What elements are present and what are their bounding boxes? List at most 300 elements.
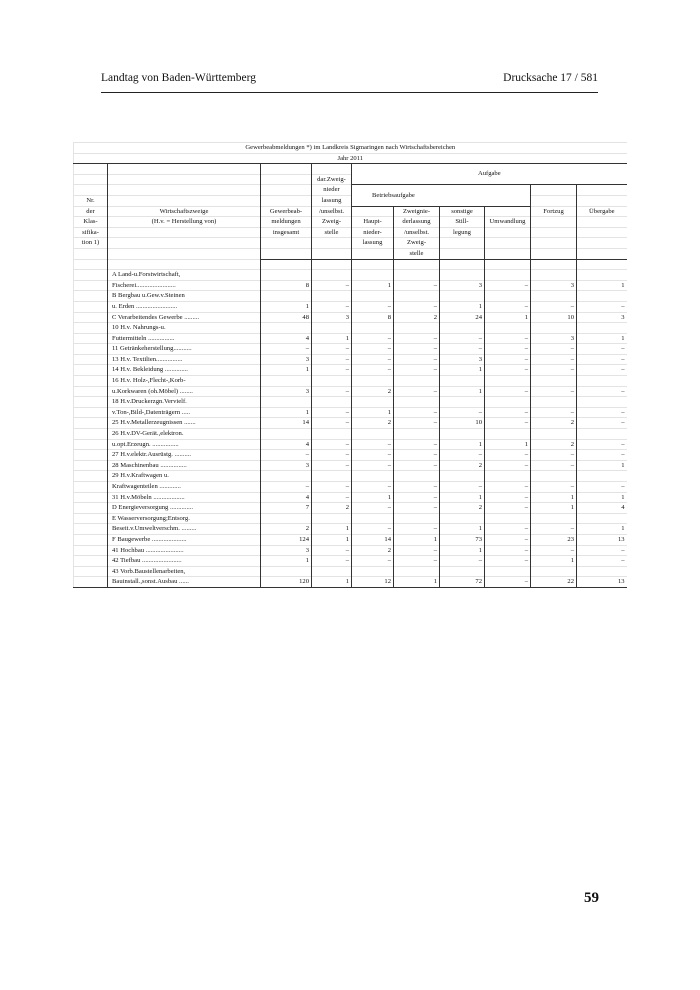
row-value: 4 <box>261 439 312 450</box>
row-label: Kraftwagenteilen ............. <box>108 482 261 493</box>
row-spacer <box>74 418 108 429</box>
row-value: – <box>352 503 394 514</box>
row-value: – <box>531 301 577 312</box>
row-value: – <box>352 460 394 471</box>
row-value: – <box>352 524 394 535</box>
row-value <box>352 513 394 524</box>
row-value: – <box>485 460 531 471</box>
row-label: Beseit.v.Umweltverschm. ......... <box>108 524 261 535</box>
row-value <box>261 471 312 482</box>
row-value: – <box>394 365 440 376</box>
table-row <box>74 365 627 376</box>
row-value: 1 <box>312 534 352 545</box>
row-value: – <box>352 482 394 493</box>
row-value: – <box>577 439 627 450</box>
row-label: u. Erden ......................... <box>108 301 261 312</box>
row-value: 13 <box>577 577 627 588</box>
header-col3-l3: insgesamt <box>261 227 312 238</box>
row-label: 26 H.v.DV-Gerät.,elektron. <box>108 429 261 440</box>
row-value: 1 <box>531 492 577 503</box>
row-value: – <box>394 556 440 567</box>
row-value: – <box>312 418 352 429</box>
table-row <box>74 460 627 471</box>
row-value <box>485 397 531 408</box>
row-value <box>485 429 531 440</box>
row-spacer <box>74 513 108 524</box>
row-value: 1 <box>261 365 312 376</box>
row-spacer <box>74 429 108 440</box>
row-value: – <box>577 418 627 429</box>
table-row <box>74 397 627 408</box>
row-label: 29 H.v.Kraftwagen u. <box>108 471 261 482</box>
row-value: – <box>394 354 440 365</box>
table-row <box>74 291 627 302</box>
row-value: 1 <box>577 460 627 471</box>
row-spacer <box>74 450 108 461</box>
row-label: 10 H.v. Nahrungs-u. <box>108 323 261 334</box>
row-value: – <box>577 556 627 567</box>
row-value: 2 <box>352 386 394 397</box>
row-spacer <box>74 323 108 334</box>
row-value: – <box>485 450 531 461</box>
row-value <box>312 323 352 334</box>
row-value <box>440 429 485 440</box>
row-spacer <box>74 280 108 291</box>
table-row <box>74 333 627 344</box>
row-value <box>440 471 485 482</box>
row-value: 23 <box>531 534 577 545</box>
table-row <box>74 471 627 482</box>
row-value <box>577 376 627 387</box>
table-row <box>74 513 627 524</box>
row-value: – <box>531 386 577 397</box>
header-col5-l1: Haupt- <box>352 217 394 228</box>
row-value: – <box>485 333 531 344</box>
table-subtitle: Jahr 2011 <box>74 153 627 164</box>
row-spacer <box>74 439 108 450</box>
table-row <box>74 556 627 567</box>
table-row <box>74 450 627 461</box>
header-col5-l2: nieder- <box>352 227 394 238</box>
row-value <box>485 270 531 281</box>
row-value: – <box>531 482 577 493</box>
header-col1-l3: Klas- <box>74 217 108 228</box>
row-value: 1 <box>261 407 312 418</box>
row-value <box>261 513 312 524</box>
row-value: 2 <box>312 503 352 514</box>
row-value: – <box>352 344 394 355</box>
row-value: – <box>394 503 440 514</box>
row-label: A Land-u.Forstwirtschaft, <box>108 270 261 281</box>
row-value <box>485 376 531 387</box>
row-value: – <box>312 482 352 493</box>
row-label: C Verarbeitendes Gewerbe ......... <box>108 312 261 323</box>
table-row <box>74 418 627 429</box>
header-col3-l2: meldungen <box>261 217 312 228</box>
row-value: – <box>352 556 394 567</box>
row-value: 1 <box>312 524 352 535</box>
row-value: – <box>312 556 352 567</box>
row-value: – <box>577 301 627 312</box>
row-label: B Bergbau u.Gew.v.Steinen <box>108 291 261 302</box>
row-value: 12 <box>352 577 394 588</box>
row-value <box>577 513 627 524</box>
row-value: – <box>394 439 440 450</box>
document-number: Drucksache 17 / 581 <box>503 72 598 84</box>
header-col1-l1: Nr. <box>74 195 108 206</box>
row-value <box>261 429 312 440</box>
row-label: 31 H.v.Möbeln ................... <box>108 492 261 503</box>
row-value: – <box>312 344 352 355</box>
row-spacer <box>74 365 108 376</box>
row-spacer <box>74 556 108 567</box>
row-value: 1 <box>577 492 627 503</box>
table-title: Gewerbeabmeldungen *) im Landkreis Sigmaringen nach Wirtschaftsbereichen <box>74 143 627 154</box>
row-value <box>531 471 577 482</box>
row-value: 1 <box>352 492 394 503</box>
table-row <box>74 280 627 291</box>
row-value: 2 <box>531 439 577 450</box>
row-value: – <box>394 492 440 503</box>
row-value: 124 <box>261 534 312 545</box>
row-value <box>394 397 440 408</box>
row-value: – <box>394 407 440 418</box>
header-col4-l6: stelle <box>312 227 352 238</box>
row-spacer <box>74 301 108 312</box>
row-spacer <box>74 376 108 387</box>
row-label: Futtermitteln ................ <box>108 333 261 344</box>
row-value: 73 <box>440 534 485 545</box>
row-value <box>352 270 394 281</box>
row-value <box>352 429 394 440</box>
row-value: – <box>440 556 485 567</box>
row-value: – <box>352 365 394 376</box>
statistics-table <box>73 142 627 588</box>
row-value: – <box>440 407 485 418</box>
row-value: 1 <box>440 301 485 312</box>
row-value: 1 <box>312 577 352 588</box>
row-label: 28 Maschinenbau ................ <box>108 460 261 471</box>
row-value: 13 <box>577 534 627 545</box>
row-label: 27 H.v.elektr.Ausrüstg. .......... <box>108 450 261 461</box>
row-value: 7 <box>261 503 312 514</box>
row-value: 1 <box>440 365 485 376</box>
row-value <box>312 429 352 440</box>
row-value: – <box>531 524 577 535</box>
table-row <box>74 344 627 355</box>
row-value <box>394 376 440 387</box>
row-value <box>440 513 485 524</box>
row-value: – <box>312 545 352 556</box>
header-col7-l3: legung <box>440 227 485 238</box>
row-value: 1 <box>440 545 485 556</box>
row-value: 48 <box>261 312 312 323</box>
row-value <box>352 397 394 408</box>
row-value: – <box>577 450 627 461</box>
row-value <box>531 270 577 281</box>
row-value: – <box>312 365 352 376</box>
row-value: 4 <box>577 503 627 514</box>
row-spacer <box>74 270 108 281</box>
row-value: 1 <box>577 524 627 535</box>
header-col6-l5: stelle <box>394 248 440 259</box>
row-label: 43 Vorb.Baustellenarbeiten, <box>108 566 261 577</box>
table-row <box>74 386 627 397</box>
row-label: v.Ton-,Bild-,Datenträgern ..... <box>108 407 261 418</box>
row-value: 72 <box>440 577 485 588</box>
header-col2-l1: Wirtschaftszweige <box>108 206 261 217</box>
row-value <box>352 566 394 577</box>
row-value: 1 <box>352 280 394 291</box>
row-spacer <box>74 397 108 408</box>
row-value: 3 <box>261 545 312 556</box>
row-spacer <box>74 312 108 323</box>
row-value: – <box>577 482 627 493</box>
row-value: 10 <box>440 418 485 429</box>
header-col7-l1: sonstige <box>440 206 485 217</box>
row-value <box>485 513 531 524</box>
row-value <box>312 270 352 281</box>
row-value: – <box>394 280 440 291</box>
header-col4-l4: /unselbst. <box>312 206 352 217</box>
row-value: – <box>485 344 531 355</box>
row-value: 1 <box>261 556 312 567</box>
row-value: 4 <box>261 492 312 503</box>
row-label: Fischerei........................ <box>108 280 261 291</box>
row-value: 2 <box>440 503 485 514</box>
row-value: – <box>485 482 531 493</box>
row-label: E Wasserversorgung;Entsorg. <box>108 513 261 524</box>
row-value <box>312 566 352 577</box>
row-value: – <box>394 344 440 355</box>
row-value <box>440 270 485 281</box>
row-value: – <box>577 407 627 418</box>
header-col6-l3: /unselbst. <box>394 227 440 238</box>
row-value <box>312 513 352 524</box>
table-row <box>74 577 627 588</box>
row-value <box>531 323 577 334</box>
row-spacer <box>74 577 108 588</box>
row-value <box>312 471 352 482</box>
row-value: – <box>312 439 352 450</box>
header-col6-l1: Zweignie- <box>394 206 440 217</box>
row-spacer <box>74 492 108 503</box>
row-value: 1 <box>312 333 352 344</box>
document-title: Landtag von Baden-Württemberg <box>101 72 256 84</box>
row-spacer <box>74 545 108 556</box>
row-value: – <box>312 492 352 503</box>
row-label: 18 H.v.Druckerzgn.Vervielf. <box>108 397 261 408</box>
row-value: 3 <box>312 312 352 323</box>
row-value: – <box>485 577 531 588</box>
row-value: – <box>440 482 485 493</box>
row-value: – <box>485 386 531 397</box>
row-value <box>394 323 440 334</box>
header-betriebsaufgabe: Betriebsaufgabe <box>352 185 531 206</box>
row-label: u.opt.Erzeugn. ................ <box>108 439 261 450</box>
row-value <box>531 429 577 440</box>
row-value <box>312 376 352 387</box>
row-value: 1 <box>531 503 577 514</box>
row-value: – <box>485 556 531 567</box>
row-spacer <box>74 524 108 535</box>
row-value: – <box>394 460 440 471</box>
row-value: – <box>531 344 577 355</box>
row-value: 24 <box>440 312 485 323</box>
row-value <box>394 471 440 482</box>
row-value: – <box>352 439 394 450</box>
row-value: – <box>485 534 531 545</box>
row-value: – <box>394 545 440 556</box>
row-label: 41 Hochbau ....................... <box>108 545 261 556</box>
row-value <box>577 323 627 334</box>
row-value <box>440 566 485 577</box>
header-col4-l1: dar.Zweig- <box>312 174 352 185</box>
header-col4-l5: Zweig- <box>312 217 352 228</box>
row-value: – <box>352 354 394 365</box>
row-value: 1 <box>531 556 577 567</box>
row-value: – <box>312 386 352 397</box>
row-value <box>531 513 577 524</box>
row-value: – <box>440 450 485 461</box>
row-value <box>531 566 577 577</box>
header-fortzug: Fortzug <box>531 206 577 217</box>
table-row <box>74 503 627 514</box>
row-value: – <box>312 280 352 291</box>
row-value: 3 <box>261 354 312 365</box>
row-value: 1 <box>394 577 440 588</box>
row-label: 14 H.v. Bekleidung .............. <box>108 365 261 376</box>
row-label: F Baugewerbe ..................... <box>108 534 261 545</box>
row-value <box>485 566 531 577</box>
row-label: u.Korkwaren (oh.Möbel) ........ <box>108 386 261 397</box>
row-value: – <box>352 301 394 312</box>
table-row <box>74 323 627 334</box>
row-value <box>531 376 577 387</box>
row-spacer <box>74 386 108 397</box>
row-value: – <box>577 386 627 397</box>
row-value: – <box>531 460 577 471</box>
row-value: – <box>312 460 352 471</box>
row-value <box>577 291 627 302</box>
table-row <box>74 492 627 503</box>
row-value: – <box>485 545 531 556</box>
header-col1-l5: tion 1) <box>74 238 108 249</box>
row-value: – <box>440 333 485 344</box>
row-value: – <box>485 280 531 291</box>
row-value: 4 <box>261 333 312 344</box>
row-label: 42 Tiefbau ........................ <box>108 556 261 567</box>
table-row <box>74 301 627 312</box>
row-value: 3 <box>440 354 485 365</box>
row-value <box>485 291 531 302</box>
row-value <box>577 471 627 482</box>
row-value: – <box>394 418 440 429</box>
row-value <box>440 397 485 408</box>
table-row <box>74 354 627 365</box>
row-value: 2 <box>531 418 577 429</box>
row-spacer <box>74 333 108 344</box>
row-value: – <box>261 344 312 355</box>
table-row <box>74 524 627 535</box>
table-row <box>74 545 627 556</box>
page-header <box>101 72 598 93</box>
row-value: 2 <box>352 418 394 429</box>
row-value: – <box>394 450 440 461</box>
row-value <box>312 397 352 408</box>
row-value <box>440 323 485 334</box>
row-value <box>394 429 440 440</box>
row-value: 2 <box>352 545 394 556</box>
row-value: 1 <box>485 312 531 323</box>
row-label: 16 H.v. Holz-,Flecht-,Korb- <box>108 376 261 387</box>
row-value <box>394 270 440 281</box>
row-value: – <box>531 407 577 418</box>
row-value: – <box>485 301 531 312</box>
row-value: 1 <box>577 280 627 291</box>
row-value: 3 <box>440 280 485 291</box>
header-col2-l2: (H.v. = Herstellung von) <box>108 217 261 228</box>
header-col5-l3: lassung <box>352 238 394 249</box>
header-uebergabe: Übergabe <box>577 206 627 217</box>
row-value <box>577 429 627 440</box>
row-value <box>394 291 440 302</box>
row-spacer <box>74 407 108 418</box>
row-value <box>261 323 312 334</box>
table-row <box>74 439 627 450</box>
table-row <box>74 482 627 493</box>
row-value: 1 <box>440 492 485 503</box>
row-value: 1 <box>485 439 531 450</box>
row-value: – <box>531 354 577 365</box>
row-value: 1 <box>440 524 485 535</box>
row-value: 3 <box>577 312 627 323</box>
row-label: 25 H.v.Metallerzeugnissen ....... <box>108 418 261 429</box>
row-value: – <box>261 450 312 461</box>
row-value <box>394 513 440 524</box>
row-value: 22 <box>531 577 577 588</box>
row-value: 1 <box>440 439 485 450</box>
row-value: 8 <box>261 280 312 291</box>
row-value: 14 <box>261 418 312 429</box>
row-value <box>577 566 627 577</box>
row-value: – <box>394 301 440 312</box>
row-value <box>352 291 394 302</box>
header-col1-l4: sifika- <box>74 227 108 238</box>
table-row <box>74 312 627 323</box>
row-value: – <box>577 545 627 556</box>
row-value: – <box>485 407 531 418</box>
row-value <box>352 323 394 334</box>
table-row <box>74 429 627 440</box>
row-value: – <box>312 407 352 418</box>
header-umwandlung: Umwandlung <box>485 217 531 228</box>
row-label: D Energieversorgung .............. <box>108 503 261 514</box>
row-value <box>531 291 577 302</box>
row-value: 1 <box>394 534 440 545</box>
header-col4-l3: lassung <box>312 195 352 206</box>
row-value: – <box>531 545 577 556</box>
row-value <box>440 291 485 302</box>
row-value: – <box>312 301 352 312</box>
row-label: 11 Getränkeherstellung........... <box>108 344 261 355</box>
row-value: – <box>394 524 440 535</box>
row-value: 1 <box>577 333 627 344</box>
table-body <box>74 270 627 588</box>
row-value <box>261 566 312 577</box>
row-value: 1 <box>261 301 312 312</box>
row-value: 2 <box>440 460 485 471</box>
